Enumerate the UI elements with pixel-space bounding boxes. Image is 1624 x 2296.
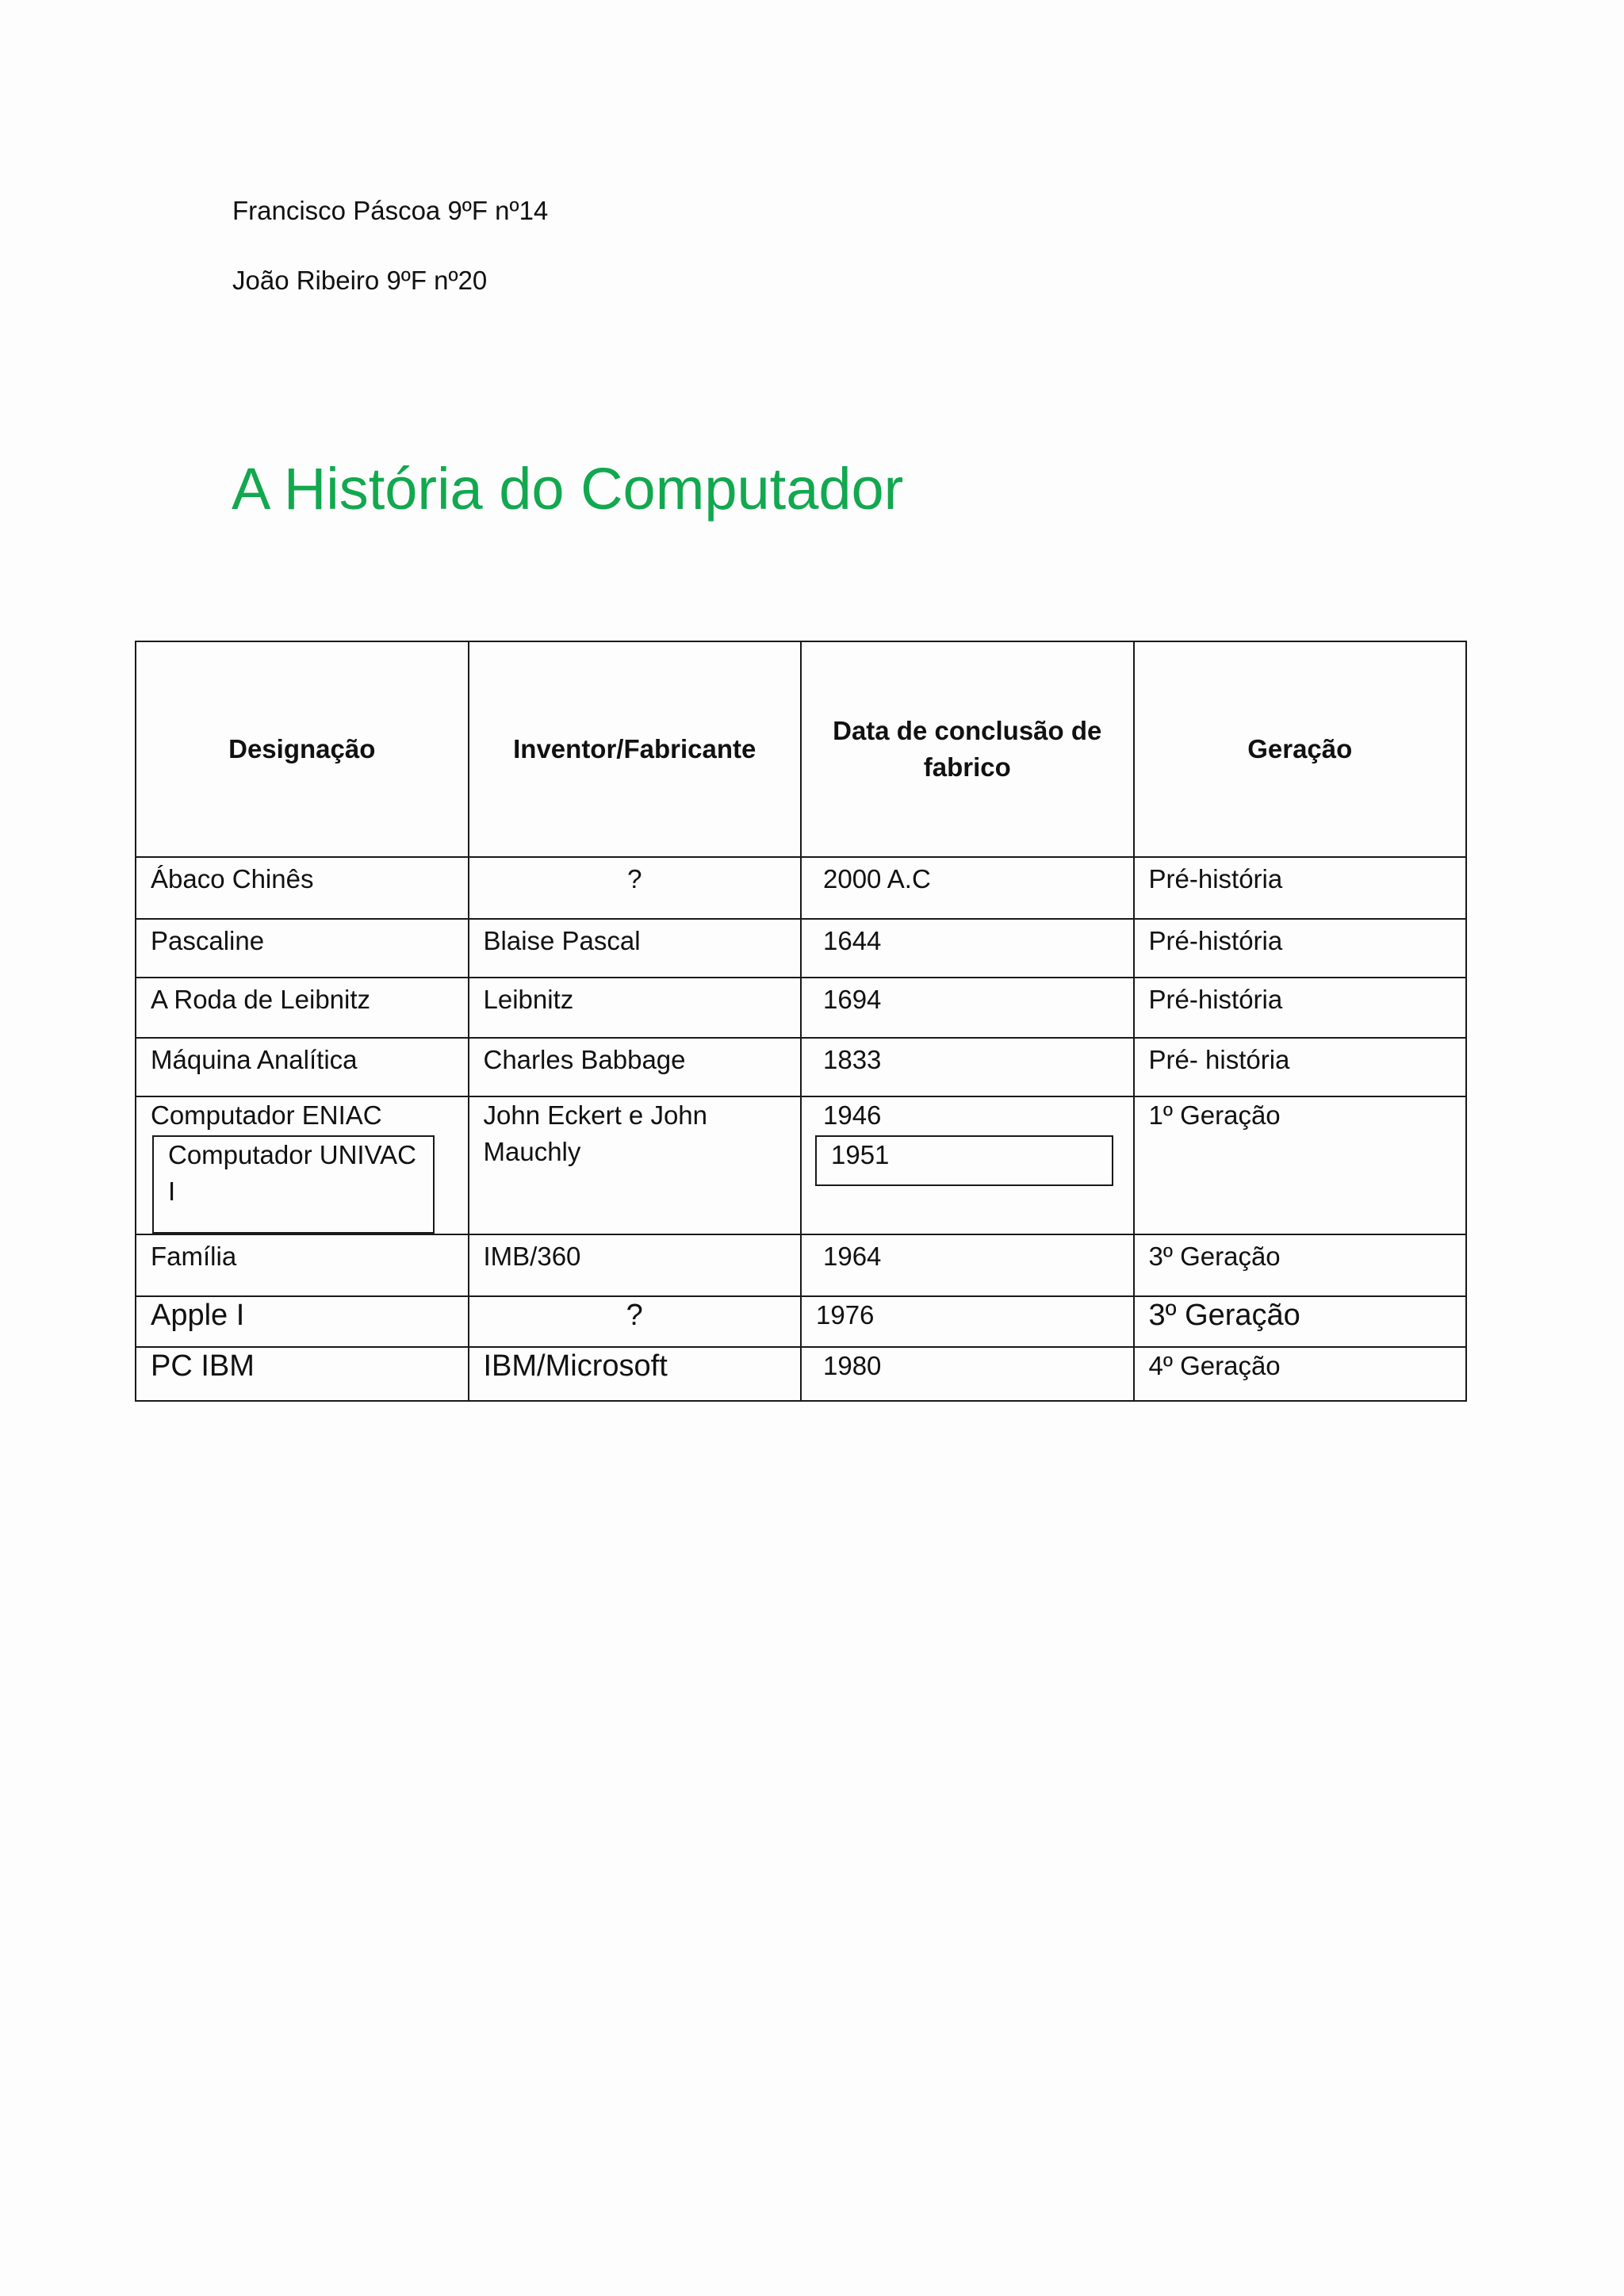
header-geracao: Geração: [1134, 641, 1467, 857]
table-row: [136, 978, 1466, 1038]
table-row: [136, 1296, 1466, 1347]
cell-designation: Família: [136, 1234, 469, 1296]
cell-date: 1964: [801, 1234, 1134, 1296]
header-data: Data de conclusão de fabrico: [801, 641, 1134, 857]
header-inventor: Inventor/Fabricante: [469, 641, 802, 857]
header-designacao: Designação: [136, 641, 469, 857]
cell-designation: A Roda de Leibnitz: [136, 978, 469, 1038]
cell-date: 1644: [801, 919, 1134, 978]
cell-inventor: John Eckert e John Mauchly: [469, 1096, 802, 1234]
author-line-1: Francisco Páscoa 9ºF nº14: [232, 196, 549, 225]
cell-generation: 4º Geração: [1134, 1347, 1467, 1401]
cell-inventor: ?: [469, 857, 802, 919]
table-row: [136, 1234, 1466, 1296]
cell-generation: Pré- história: [1134, 1038, 1467, 1096]
cell-generation: Pré-história: [1134, 978, 1467, 1038]
cell-date: 2000 A.C: [801, 857, 1134, 919]
cell-date: 1833: [801, 1038, 1134, 1096]
cell-generation: Pré-história: [1134, 919, 1467, 978]
table-row: [136, 857, 1466, 919]
inset-textbox-date: 1951: [815, 1135, 1113, 1186]
cell-generation: Pré-história: [1134, 857, 1467, 919]
cell-date: 1980: [801, 1347, 1134, 1401]
cell-date: 1976: [801, 1296, 1134, 1347]
cell-designation: Pascaline: [136, 919, 469, 978]
cell-inventor: Leibnitz: [469, 978, 802, 1038]
cell-inventor: ?: [469, 1296, 802, 1347]
cell-designation: PC IBM: [136, 1347, 469, 1401]
author-line-2: João Ribeiro 9ºF nº20: [232, 266, 488, 295]
cell-designation: Máquina Analítica: [136, 1038, 469, 1096]
cell-inventor: Charles Babbage: [469, 1038, 802, 1096]
cell-generation: 3º Geração: [1134, 1296, 1467, 1347]
table-row: [136, 1347, 1466, 1401]
cell-inventor: IMB/360: [469, 1234, 802, 1296]
page-title: A História do Computador: [232, 456, 904, 522]
cell-designation: Computador ENIAC Computador UNIVAC I: [136, 1096, 469, 1234]
table-row: [136, 1096, 1466, 1234]
history-table: [135, 641, 1467, 1402]
cell-inventor: IBM/Microsoft: [469, 1347, 802, 1401]
table-row: [136, 919, 1466, 978]
cell-designation: Ábaco Chinês: [136, 857, 469, 919]
cell-inventor: Blaise Pascal: [469, 919, 802, 978]
cell-date: 1694: [801, 978, 1134, 1038]
cell-date: 1946 1951: [801, 1096, 1134, 1234]
table-row: [136, 1038, 1466, 1096]
inset-textbox-univac: Computador UNIVAC I: [152, 1135, 435, 1234]
table-header-row: [136, 641, 1466, 857]
cell-designation: Apple I: [136, 1296, 469, 1347]
cell-generation: 3º Geração: [1134, 1234, 1467, 1296]
cell-generation: 1º Geração: [1134, 1096, 1467, 1234]
